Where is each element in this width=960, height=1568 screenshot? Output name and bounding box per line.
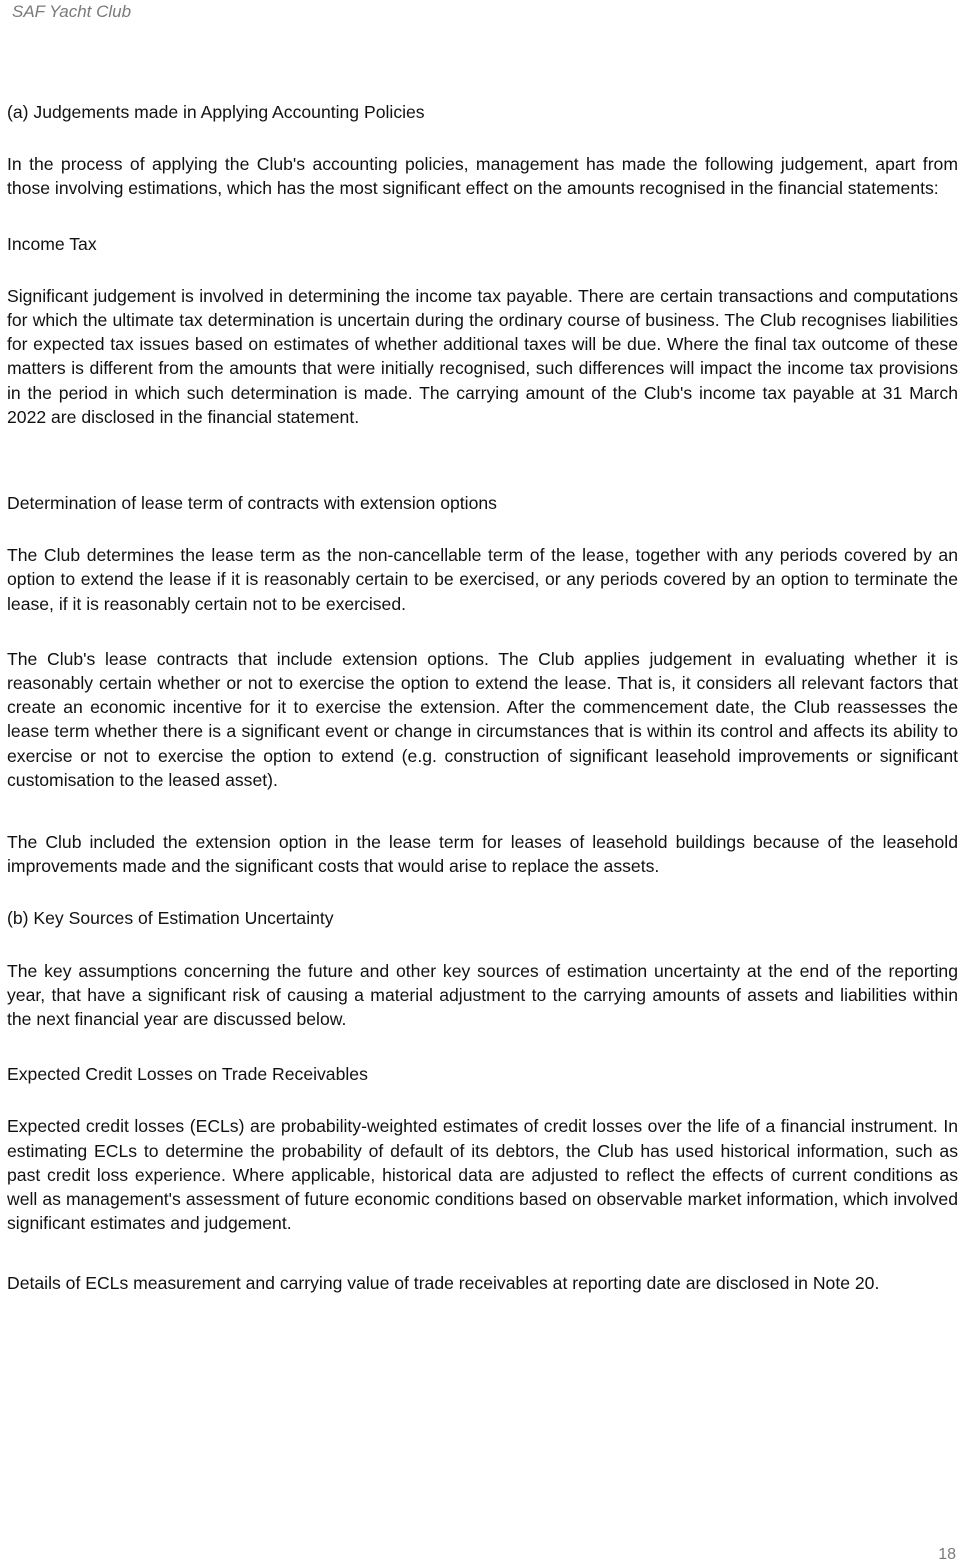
section-b-heading: (b) Key Sources of Estimation Uncertainty [7, 908, 334, 929]
income-tax-paragraph: Significant judgement is involved in determining the income tax payable. There are certain transactions and computations for which the ultimate tax determination is uncertain during the ordinary course of business. The Club recognises liabilities for expected tax issues based on estimates of whether additional taxes will be due. Where the final tax outcome of these matters is different from the amounts that were initially recognised, such differences will impact the income tax provisions in the period in which such determination is made. The carrying amount of the Club's income tax payable at 31 March 2022 are disclosed in the financial statement. [7, 285, 958, 427]
section-a-intro: In the process of applying the Club's accounting policies, management has made the following judgement, apart from those involving estimations, which has the most significant effect on the amounts recognised in the financial statements: [7, 154, 958, 199]
document-body [7, 100, 958, 1295]
section-b-intro: The key assumptions concerning the future and other key sources of estimation uncertainty at the end of the reporting year, that have a significant risk of causing a material adjustment to the carrying amounts of assets and liabilities within the next financial year are discussed below. [7, 960, 958, 1030]
running-header: SAF Yacht Club [12, 2, 132, 21]
lease-term-paragraph-3: The Club included the extension option in the lease term for leases of leasehold buildings because of the leasehold improvements made and the significant costs that would arise to replace the assets. [7, 832, 958, 877]
ecl-heading: Expected Credit Losses on Trade Receivables [7, 1064, 368, 1085]
section-a-heading: (a) Judgements made in Applying Accounting Policies [7, 102, 425, 122]
lease-term-paragraph-1: The Club determines the lease term as the non-cancellable term of the lease, together with any periods covered by an option to extend the lease if it is reasonably certain to be exercised, or any periods covered by an option to terminate the lease, if it is reasonably certain not to be exercised. [7, 545, 958, 614]
ecl-paragraph-1: Expected credit losses (ECLs) are probability-weighted estimates of credit losses over the life of a financial instrument. In estimating ECLs to determine the probability of default of its debtors, the Club has used historical information, such as past credit loss experience. Where applicable, historical data are adjusted to reflect the effects of current conditions as well as management's assessment of future economic conditions based on observable market information, which involved significant estimates and judgement. [7, 1116, 958, 1234]
page-number: 18 [938, 1546, 956, 1563]
lease-term-heading: Determination of lease term of contracts with extension options [7, 493, 497, 514]
lease-term-paragraph-2: The Club's lease contracts that include extension options. The Club applies judgement in evaluating whether it is reasonably certain whether or not to exercise the option to extend the lease. That is, it considers all relevant factors that create an economic incentive for it to exercise the extension. After the commencement date, the Club reassesses the lease term whether there is a significant event or change in circumstances that is within its control and affects its ability to exercise or not to exercise the option to extend (e.g. construction of significant leasehold improvements or significant customisation to the leased asset). [7, 648, 958, 790]
income-tax-heading: Income Tax [7, 233, 97, 254]
ecl-paragraph-2: Details of ECLs measurement and carrying value of trade receivables at reporting date are disclosed in Note 20. [7, 1272, 880, 1293]
